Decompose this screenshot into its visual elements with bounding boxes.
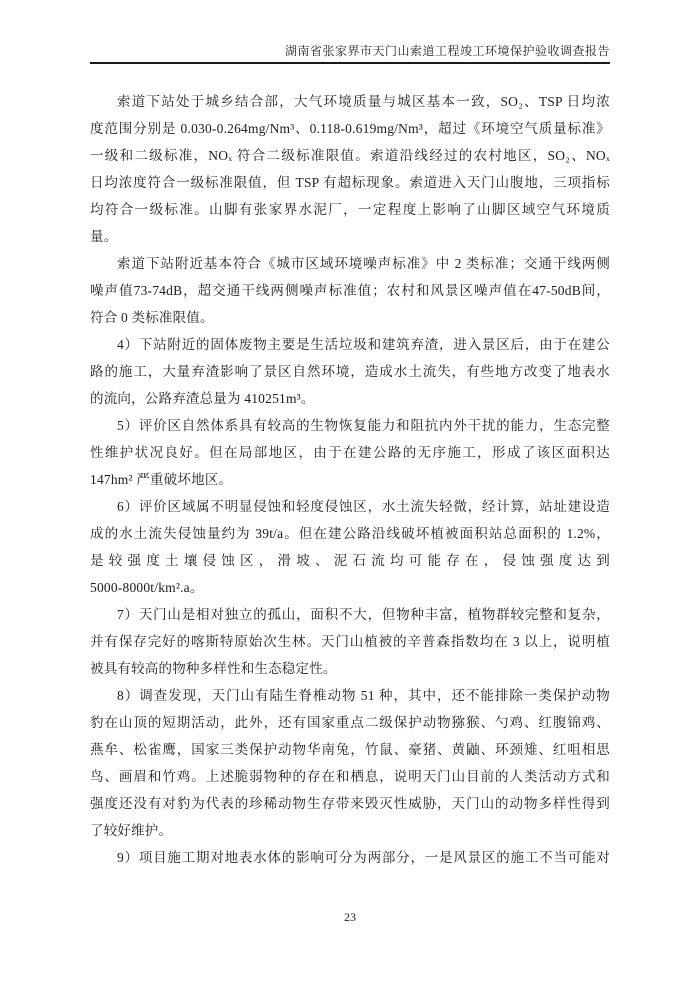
- text-line: 被具有较高的物种多样性和生态稳定性。: [90, 661, 337, 676]
- text-line: 成的水土流失侵蚀量约为 39t/a。但在建公路沿线破坏植被面积站总面积的 1.2%，: [90, 526, 610, 541]
- paragraph-surface-water: [90, 844, 610, 871]
- text-line: 性维护状况良好。但在局部地区，由于在建公路的无序施工，形成了该区面积达: [90, 445, 610, 460]
- text-line: 5）评价区自然体系具有较高的生物恢复能力和阻抗内外干扰的能力，生态完整: [117, 418, 610, 433]
- text-line: 8）调查发现，天门山有陆生脊椎动物 51 种，其中，还不能排除一类保护动物: [117, 688, 610, 703]
- paragraph-ecosystem: [90, 412, 610, 493]
- text-line: 量。: [90, 229, 118, 244]
- page-header-title: 湖南省张家界市天门山索道工程竣工环境保护验收调查报告: [284, 44, 610, 58]
- text-line: 符合 0 类标准限值。: [90, 310, 214, 325]
- text-line: 燕牟、松雀鹰，国家三类保护动物华南兔，竹鼠、豪猪、黄鼬、环颈雉、红咀相思: [90, 742, 610, 757]
- paragraph-air-quality: [90, 88, 610, 250]
- text-line: 了较好维护。: [90, 823, 173, 838]
- text-line: 强度还没有对豹为代表的珍稀动物生存带来毁灭性威胁，天门山的动物多样性得到: [90, 796, 610, 811]
- paragraph-erosion: [90, 493, 610, 601]
- text-line: 鸟、画眉和竹鸡。上述脆弱物种的存在和栖息，说明天门山目前的人类活动方式和: [90, 769, 610, 784]
- text-line: 一级和二级标准，NOₓ 符合二级标准限值。索道沿线经过的农村地区，SO₂、NOₓ: [90, 148, 610, 163]
- text-line: 6）评价区域属不明显侵蚀和轻度侵蚀区，水土流失轻微，经计算，站址建设造: [117, 499, 610, 514]
- text-line: 4）下站附近的固体废物主要是生活垃圾和建筑弃渣，进入景区后，由于在建公: [117, 337, 610, 352]
- text-line: 噪声值73-74dB，超交通干线两侧噪声标准值；农村和风景区噪声值在47-50dB间，: [90, 283, 610, 298]
- text-line: 豹在山顶的短期活动，此外，还有国家重点二级保护动物猕猴、勺鸡、红腹锦鸡、: [90, 715, 610, 730]
- text-line: 的流向，公路弃渣总量为 410251m³。: [90, 391, 315, 406]
- text-line: 9）项目施工期对地表水体的影响可分为两部分，一是风景区的施工不当可能对: [117, 850, 610, 865]
- paragraph-wildlife: [90, 682, 610, 844]
- text-line: 均符合一级标准。山脚有张家界水泥厂，一定程度上影响了山脚区域空气环境质: [90, 202, 610, 217]
- header-rule: [90, 62, 610, 64]
- page-number: 23: [344, 910, 356, 924]
- text-line: 147hm² 严重破坏地区。: [90, 472, 233, 487]
- text-line: 路的施工，大量弃渣影响了景区自然环境，造成水土流失，有些地方改变了地表水: [90, 364, 610, 379]
- text-line: 并有保存完好的喀斯特原始次生林。天门山植被的辛普森指数均在 3 以上，说明植: [90, 634, 610, 649]
- text-line: 度范围分别是 0.030-0.264mg/Nm³、0.118-0.619mg/Nm³，超过《环境空气质量标准》: [90, 121, 610, 136]
- text-line: 是较强度土壤侵蚀区，滑坡、泥石流均可能存在，侵蚀强度达到: [90, 553, 610, 568]
- text-line: 日均浓度符合一级标准限值，但 TSP 有超标现象。索道进入天门山腹地，三项指标: [90, 175, 610, 190]
- paragraph-vegetation: [90, 601, 610, 682]
- text-line: 5000-8000t/km².a。: [90, 580, 204, 595]
- paragraph-solid-waste: [90, 331, 610, 412]
- text-line: 7）天门山是相对独立的孤山，面积不大，但物种丰富，植物群较完整和复杂，: [117, 607, 610, 622]
- document-body: [90, 88, 610, 871]
- text-line: 索道下站附近基本符合《城市区域环境噪声标准》中 2 类标准；交通干线两侧: [117, 256, 610, 271]
- paragraph-noise: [90, 250, 610, 331]
- text-line: 索道下站处于城乡结合部，大气环境质量与城区基本一致，SO₂、TSP 日均浓: [117, 94, 610, 109]
